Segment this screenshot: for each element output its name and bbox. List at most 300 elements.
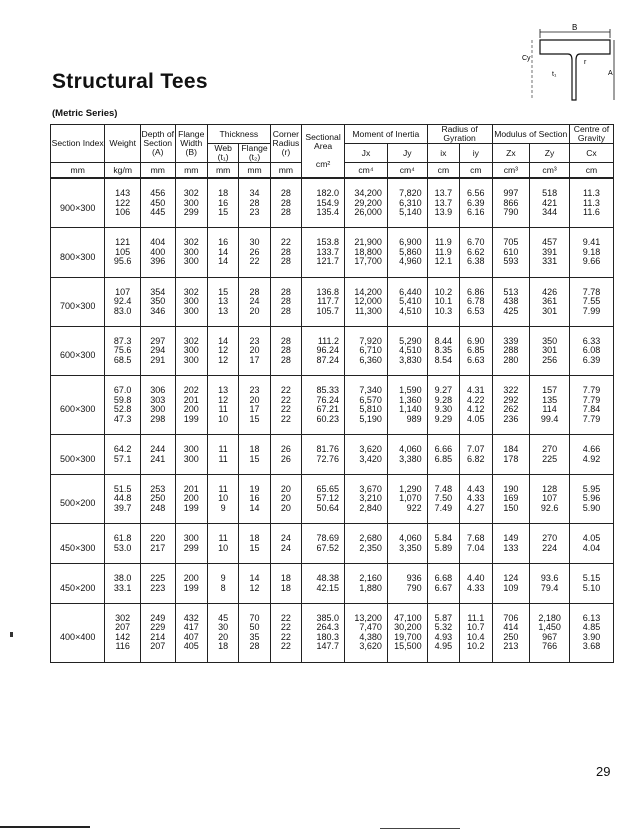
table-row [51, 228, 614, 248]
table-cell: 14 [207, 327, 238, 347]
table-cell: 300 [175, 524, 207, 544]
table-cell: 50 [239, 623, 270, 632]
table-cell: 236 [492, 415, 530, 435]
table-cell: 184 [492, 435, 530, 455]
diagram-label-b: B [572, 23, 578, 32]
table-cell: 13 [207, 376, 238, 396]
table-cell: 22 [270, 396, 301, 405]
section-index-cell: 450×300 [51, 524, 105, 564]
table-cell: 214 [140, 633, 175, 642]
table-cell: 61.8 [105, 524, 141, 544]
section-index-cell: 450×200 [51, 564, 105, 604]
table-cell: 15,500 [387, 642, 427, 662]
header-zy: Zy [530, 144, 570, 163]
table-row [51, 474, 614, 494]
table-cell: 12 [207, 396, 238, 405]
table-cell: 9.30 [427, 405, 459, 414]
table-cell: 14 [239, 564, 270, 584]
table-row [51, 208, 614, 228]
table-cell: 9 [207, 504, 238, 524]
header-cx: Cx [569, 144, 613, 163]
table-cell: 178 [492, 455, 530, 475]
table-cell: 199 [175, 504, 207, 524]
unit-cell: cm³ [530, 163, 570, 179]
unit-cell: mm [51, 163, 105, 179]
table-cell: 30,200 [387, 623, 427, 632]
table-cell: 18 [239, 435, 270, 455]
table-cell: 11.9 [427, 248, 459, 257]
table-cell: 26 [270, 435, 301, 455]
table-cell: 13,200 [345, 604, 388, 624]
table-cell: 11 [207, 435, 238, 455]
table-cell: 150 [492, 504, 530, 524]
diagram-label-cy: Cy [522, 55, 531, 62]
table-cell: 117.7 [302, 297, 345, 306]
table-cell: 302 [105, 604, 141, 624]
table-cell: 7.79 [569, 376, 613, 396]
table-cell: 4.33 [460, 494, 492, 503]
table-cell: 300 [175, 199, 207, 208]
table-cell: 48.38 [302, 564, 345, 584]
table-cell: 6.66 [427, 435, 459, 455]
table-cell: 456 [140, 178, 175, 198]
table-cell: 28 [270, 257, 301, 277]
table-cell: 9.41 [569, 228, 613, 248]
table-cell: 10.2 [460, 642, 492, 662]
table-cell: 39.7 [105, 504, 141, 524]
table-cell: 350 [140, 297, 175, 306]
table-cell: 6.82 [460, 455, 492, 475]
table-cell: 7.07 [460, 435, 492, 455]
table-cell: 24 [270, 524, 301, 544]
table-cell: 6,900 [387, 228, 427, 248]
table-cell: 95.6 [105, 257, 141, 277]
table-cell: 298 [140, 415, 175, 435]
unit-cell: mm [207, 163, 238, 179]
table-cell: 322 [492, 376, 530, 396]
table-cell: 300 [175, 297, 207, 306]
table-cell: 301 [530, 346, 570, 355]
table-cell: 225 [530, 455, 570, 475]
header-flange: Flange (t₂) [239, 144, 270, 163]
table-cell: 12,000 [345, 297, 388, 306]
table-cell: 10.3 [427, 307, 459, 327]
table-cell: 331 [530, 257, 570, 277]
table-cell: 53.0 [105, 544, 141, 564]
table-cell: 28 [239, 277, 270, 297]
table-cell: 14 [239, 504, 270, 524]
table-cell: 7.48 [427, 474, 459, 494]
table-cell: 432 [175, 604, 207, 624]
table-cell: 3,420 [345, 455, 388, 475]
table-cell: 15 [207, 208, 238, 228]
table-cell: 109 [492, 584, 530, 604]
table-cell: 207 [140, 642, 175, 662]
table-cell: 404 [140, 228, 175, 248]
table-cell: 114 [530, 405, 570, 414]
table-cell: 6.68 [427, 564, 459, 584]
table-cell: 6,710 [345, 346, 388, 355]
table-cell: 438 [492, 297, 530, 306]
table-cell: 5.32 [427, 623, 459, 632]
table-cell: 302 [175, 228, 207, 248]
table-cell: 190 [492, 474, 530, 494]
table-cell: 6.67 [427, 584, 459, 604]
table-cell: 68.5 [105, 356, 141, 376]
table-cell: 288 [492, 346, 530, 355]
table-cell: 299 [175, 544, 207, 564]
table-cell: 6,360 [345, 356, 388, 376]
table-cell: 270 [530, 524, 570, 544]
table-cell: 1,290 [387, 474, 427, 494]
table-cell: 20 [239, 346, 270, 355]
table-cell: 22 [270, 604, 301, 624]
table-cell: 30 [207, 623, 238, 632]
table-cell: 200 [175, 405, 207, 414]
table-cell: 7.79 [569, 396, 613, 405]
table-cell: 111.2 [302, 327, 345, 347]
table-cell: 154.9 [302, 199, 345, 208]
table-cell: 4.92 [569, 455, 613, 475]
unit-cell: mm [270, 163, 301, 179]
series-label: (Metric Series) [52, 108, 118, 119]
table-cell: 83.0 [105, 307, 141, 327]
table-cell: 4.04 [569, 544, 613, 564]
table-cell: 2,680 [345, 524, 388, 544]
table-cell: 997 [492, 178, 530, 198]
table-cell: 157 [530, 376, 570, 396]
header-weight: Weight [105, 125, 141, 163]
table-cell: 18,800 [345, 248, 388, 257]
table-cell: 11.9 [427, 228, 459, 248]
diagram-label-r: r [584, 59, 587, 66]
table-cell: 11,300 [345, 307, 388, 327]
table-cell: 7.68 [460, 524, 492, 544]
table-cell: 153.8 [302, 228, 345, 248]
table-cell: 256 [530, 356, 570, 376]
table-cell: 4.22 [460, 396, 492, 405]
table-cell: 9.29 [427, 415, 459, 435]
bottom-rule [0, 826, 90, 828]
table-row [51, 642, 614, 662]
table-cell: 4,510 [387, 346, 427, 355]
table-cell: 300 [140, 405, 175, 414]
table-cell: 6.13 [569, 604, 613, 624]
table-cell: 20 [239, 307, 270, 327]
table-cell: 78.69 [302, 524, 345, 544]
table-cell: 7,820 [387, 178, 427, 198]
table-row [51, 544, 614, 564]
table-cell: 706 [492, 604, 530, 624]
table-cell: 7.50 [427, 494, 459, 503]
table-cell: 344 [530, 208, 570, 228]
table-cell: 57.12 [302, 494, 345, 503]
table-cell: 8.44 [427, 327, 459, 347]
table-cell: 20 [270, 494, 301, 503]
table-cell: 38.0 [105, 564, 141, 584]
table-cell: 5.96 [569, 494, 613, 503]
table-row [51, 178, 614, 198]
table-cell: 85.33 [302, 376, 345, 396]
table-cell: 60.23 [302, 415, 345, 435]
table-cell: 14 [207, 257, 238, 277]
table-cell: 9 [207, 564, 238, 584]
table-cell: 294 [140, 346, 175, 355]
table-cell: 300 [175, 435, 207, 455]
table-row [51, 504, 614, 524]
table-cell: 264.3 [302, 623, 345, 632]
table-cell: 87.24 [302, 356, 345, 376]
table-cell: 593 [492, 257, 530, 277]
table-cell: 5.90 [569, 504, 613, 524]
table-cell: 96.24 [302, 346, 345, 355]
table-cell: 23 [239, 208, 270, 228]
table-cell: 20 [207, 633, 238, 642]
table-cell: 457 [530, 228, 570, 248]
table-cell: 47,100 [387, 604, 427, 624]
table-cell: 18 [270, 584, 301, 604]
table-cell: 81.76 [302, 435, 345, 455]
table-cell: 6.16 [460, 208, 492, 228]
table-cell: 417 [175, 623, 207, 632]
table-cell: 28 [270, 307, 301, 327]
header-flange-width: Flange Width (B) [175, 125, 207, 163]
table-cell: 5,810 [345, 405, 388, 414]
table-cell: 346 [140, 307, 175, 327]
table-cell: 10 [207, 415, 238, 435]
page-number: 29 [596, 764, 611, 779]
table-cell: 70 [239, 604, 270, 624]
table-cell: 11 [207, 455, 238, 475]
table-cell: 14 [207, 248, 238, 257]
table-cell: 124 [492, 564, 530, 584]
table-cell: 391 [530, 248, 570, 257]
table-cell: 92.6 [530, 504, 570, 524]
table-cell: 22 [270, 405, 301, 414]
table-cell: 10 [207, 494, 238, 503]
table-cell: 4.27 [460, 504, 492, 524]
table-cell: 121 [105, 228, 141, 248]
table-cell: 300 [175, 257, 207, 277]
table-cell: 518 [530, 178, 570, 198]
table-cell: 3,350 [387, 544, 427, 564]
table-cell: 8.54 [427, 356, 459, 376]
table-row [51, 584, 614, 604]
table-cell: 13.7 [427, 199, 459, 208]
table-cell: 7.78 [569, 277, 613, 297]
table-cell: 3,380 [387, 455, 427, 475]
table-cell: 143 [105, 178, 141, 198]
table-cell: 3,210 [345, 494, 388, 503]
table-cell: 425 [492, 307, 530, 327]
table-cell: 11.3 [569, 178, 613, 198]
table-cell: 3,620 [345, 642, 388, 662]
table-cell: 50.64 [302, 504, 345, 524]
table-cell: 302 [175, 277, 207, 297]
header-web: Web (t₁) [207, 144, 238, 163]
table-cell: 2,160 [345, 564, 388, 584]
table-cell: 44.8 [105, 494, 141, 503]
table-cell: 10.2 [427, 277, 459, 297]
table-cell: 142 [105, 633, 141, 642]
table-cell: 4.43 [460, 474, 492, 494]
header-ix: ix [427, 144, 459, 163]
table-cell: 122 [105, 199, 141, 208]
table-cell: 4.95 [427, 642, 459, 662]
table-cell: 11.6 [569, 208, 613, 228]
table-cell: 450 [140, 199, 175, 208]
table-cell: 135 [530, 396, 570, 405]
table-cell: 199 [175, 415, 207, 435]
table-cell: 936 [387, 564, 427, 584]
table-cell: 23 [239, 327, 270, 347]
table-cell: 22 [270, 642, 301, 662]
table-cell: 9.18 [569, 248, 613, 257]
table-cell: 72.76 [302, 455, 345, 475]
table-cell: 405 [175, 642, 207, 662]
table-cell: 7,470 [345, 623, 388, 632]
table-cell: 79.4 [530, 584, 570, 604]
table-cell: 229 [140, 623, 175, 632]
table-cell: 302 [175, 327, 207, 347]
table-cell: 4.05 [460, 415, 492, 435]
table-cell: 13 [207, 307, 238, 327]
table-cell: 5.87 [427, 604, 459, 624]
table-cell: 200 [175, 564, 207, 584]
table-row [51, 415, 614, 435]
table-cell: 922 [387, 504, 427, 524]
header-jx: Jx [345, 144, 388, 163]
table-cell: 6.86 [460, 277, 492, 297]
table-cell: 201 [175, 396, 207, 405]
table-cell: 52.8 [105, 405, 141, 414]
table-cell: 5.15 [569, 564, 613, 584]
table-cell: 339 [492, 327, 530, 347]
table-cell: 7.99 [569, 307, 613, 327]
table-cell: 182.0 [302, 178, 345, 198]
table-cell: 253 [140, 474, 175, 494]
table-cell: 4.85 [569, 623, 613, 632]
table-cell: 4.05 [569, 524, 613, 544]
table-cell: 396 [140, 257, 175, 277]
table-cell: 76.24 [302, 396, 345, 405]
header-modulus-of-section: Modulus of Section [492, 125, 569, 144]
header-jy: Jy [387, 144, 427, 163]
table-cell: 306 [140, 376, 175, 396]
table-cell: 15 [207, 277, 238, 297]
table-cell: 200 [175, 494, 207, 503]
table-cell: 116 [105, 642, 141, 662]
table-cell: 5,140 [387, 208, 427, 228]
table-cell: 4.12 [460, 405, 492, 414]
table-cell: 6.85 [427, 455, 459, 475]
table-cell: 24 [239, 297, 270, 306]
table-cell: 224 [530, 544, 570, 564]
table-cell: 92.4 [105, 297, 141, 306]
bottom-rule-2 [380, 828, 460, 829]
table-cell: 47.3 [105, 415, 141, 435]
table-cell: 17 [239, 356, 270, 376]
table-cell: 87.3 [105, 327, 141, 347]
table-cell: 65.65 [302, 474, 345, 494]
table-cell: 213 [492, 642, 530, 662]
table-cell: 249 [140, 604, 175, 624]
tee-section-diagram [518, 20, 618, 105]
table-cell: 22 [239, 257, 270, 277]
table-cell: 16 [239, 494, 270, 503]
table-cell: 6.90 [460, 327, 492, 347]
table-cell: 45 [207, 604, 238, 624]
table-cell: 280 [492, 356, 530, 376]
table-cell: 1,140 [387, 405, 427, 414]
table-cell: 22 [270, 228, 301, 248]
table-cell: 34,200 [345, 178, 388, 198]
section-index-cell: 500×200 [51, 474, 105, 523]
table-cell: 28 [270, 346, 301, 355]
table-cell: 6.08 [569, 346, 613, 355]
table-cell: 22 [270, 633, 301, 642]
table-cell: 3,670 [345, 474, 388, 494]
table-row [51, 524, 614, 544]
header-section-index: Section Index [51, 125, 105, 163]
table-cell: 202 [175, 376, 207, 396]
unit-cell: cm [569, 163, 613, 179]
table-cell: 11 [207, 405, 238, 414]
table-cell: 7.49 [427, 504, 459, 524]
table-cell: 426 [530, 277, 570, 297]
table-row [51, 307, 614, 327]
table-cell: 67.21 [302, 405, 345, 414]
table-cell: 12 [207, 356, 238, 376]
table-cell: 11 [207, 474, 238, 494]
table-cell: 13.9 [427, 208, 459, 228]
header-sectional-area: Sectional Area cm² [302, 125, 345, 179]
table-cell: 149 [492, 524, 530, 544]
table-cell: 6,570 [345, 396, 388, 405]
section-index-cell: 600×300 [51, 376, 105, 435]
table-cell: 51.5 [105, 474, 141, 494]
table-cell: 301 [530, 307, 570, 327]
table-cell: 5.95 [569, 474, 613, 494]
table-cell: 121.7 [302, 257, 345, 277]
table-cell: 866 [492, 199, 530, 208]
table-cell: 7.84 [569, 405, 613, 414]
table-row [51, 356, 614, 376]
table-cell: 67.52 [302, 544, 345, 564]
table-cell: 4,060 [387, 524, 427, 544]
table-cell: 217 [140, 544, 175, 564]
table-cell: 4,960 [387, 257, 427, 277]
table-cell: 9.28 [427, 396, 459, 405]
table-cell: 270 [530, 435, 570, 455]
table-cell: 262 [492, 405, 530, 414]
table-cell: 28 [239, 642, 270, 662]
section-index-cell: 600×300 [51, 327, 105, 376]
table-cell: 4.31 [460, 376, 492, 396]
table-row [51, 564, 614, 584]
table-cell: 250 [492, 633, 530, 642]
table-cell: 15 [239, 415, 270, 435]
table-cell: 22 [270, 415, 301, 435]
table-cell: 414 [492, 623, 530, 632]
table-cell: 13.7 [427, 178, 459, 198]
table-cell: 790 [387, 584, 427, 604]
table-cell: 18 [207, 178, 238, 198]
margin-mark [10, 632, 13, 637]
unit-cell: mm [239, 163, 270, 179]
table-cell: 4,060 [387, 435, 427, 455]
table-cell: 2,180 [530, 604, 570, 624]
